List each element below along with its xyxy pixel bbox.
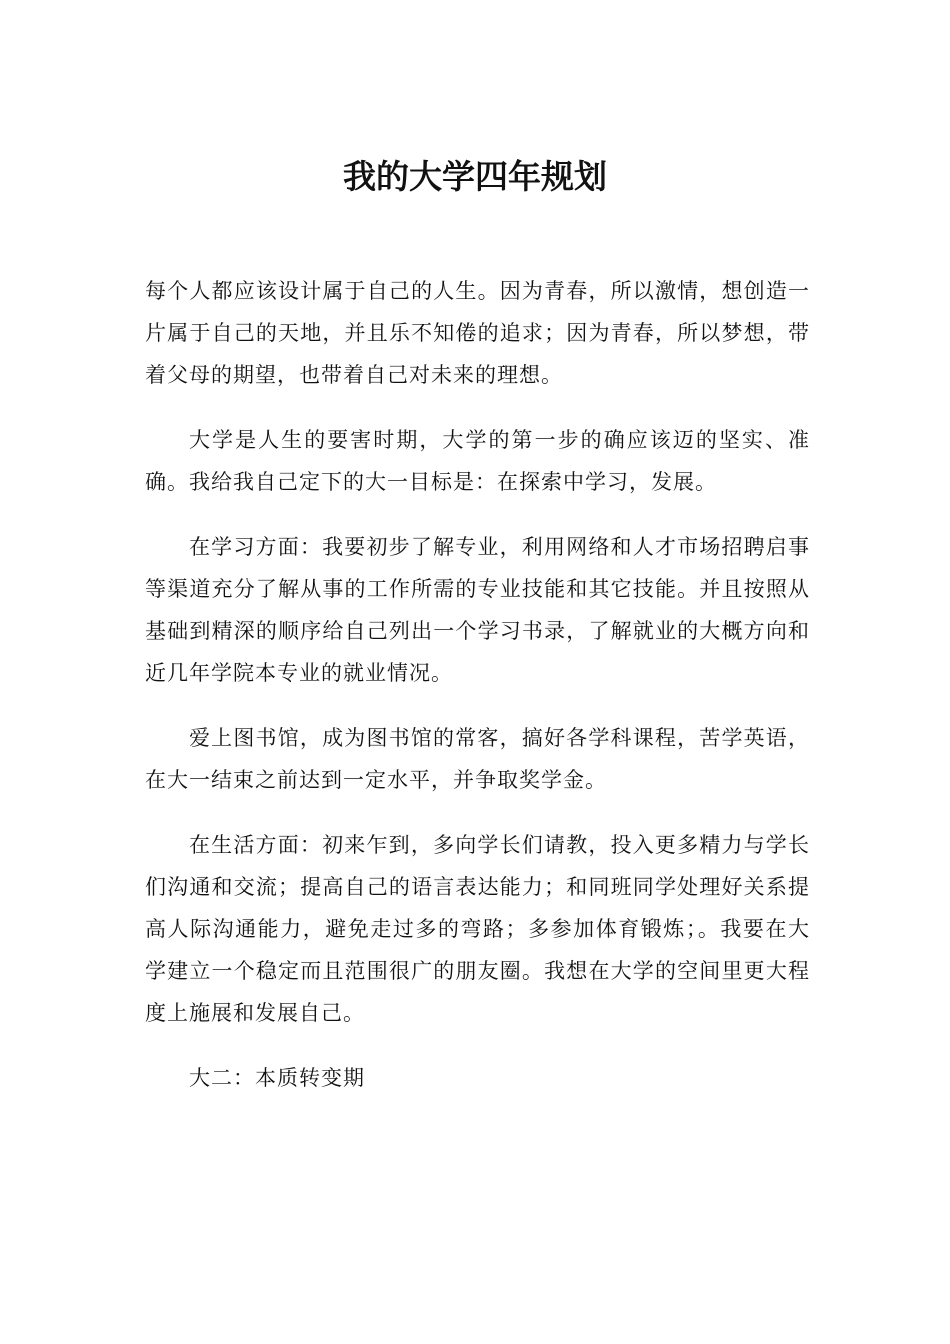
paragraph-freshman-goal: 大学是人生的要害时期，大学的第一步的确应该迈的坚实、准确。我给我自己定下的大一目标是：在探索中学习，发展。 xyxy=(145,428,810,494)
paragraph-library-english: 爱上图书馆，成为图书馆的常客，搞好各学科课程，苦学英语，在大一结束之前达到一定水平，并争取奖学金。 xyxy=(145,726,810,792)
paragraph-sophomore-heading: 大二：本质转变期 xyxy=(189,1066,365,1090)
page-title: 我的大学四年规划 xyxy=(343,157,607,196)
document-body xyxy=(145,270,810,1122)
paragraph-intro: 每个人都应该设计属于自己的人生。因为青春，所以激情，想创造一片属于自己的天地，并且乐不知倦的追求；因为青春，所以梦想，带着父母的期望，也带着自己对未来的理想。 xyxy=(145,279,810,387)
paragraph-life-plan: 在生活方面：初来乍到，多向学长们请教，投入更多精力与学长们沟通和交流；提高自己的语言表达能力；和同班同学处理好关系提高人际沟通能力，避免走过多的弯路；多参加体育锻炼；。我要在大学建立一个稳定而且范围很广的朋友圈。我想在大学的空间里更大程度上施展和发展自己。 xyxy=(145,833,810,1025)
paragraph-study-plan: 在学习方面：我要初步了解专业，利用网络和人才市场招聘启事等渠道充分了解从事的工作所需的专业技能和其它技能。并且按照从基础到精深的顺序给自己列出一个学习书录，了解就业的大概方向和近几年学院本专业的就业情况。 xyxy=(145,535,810,685)
